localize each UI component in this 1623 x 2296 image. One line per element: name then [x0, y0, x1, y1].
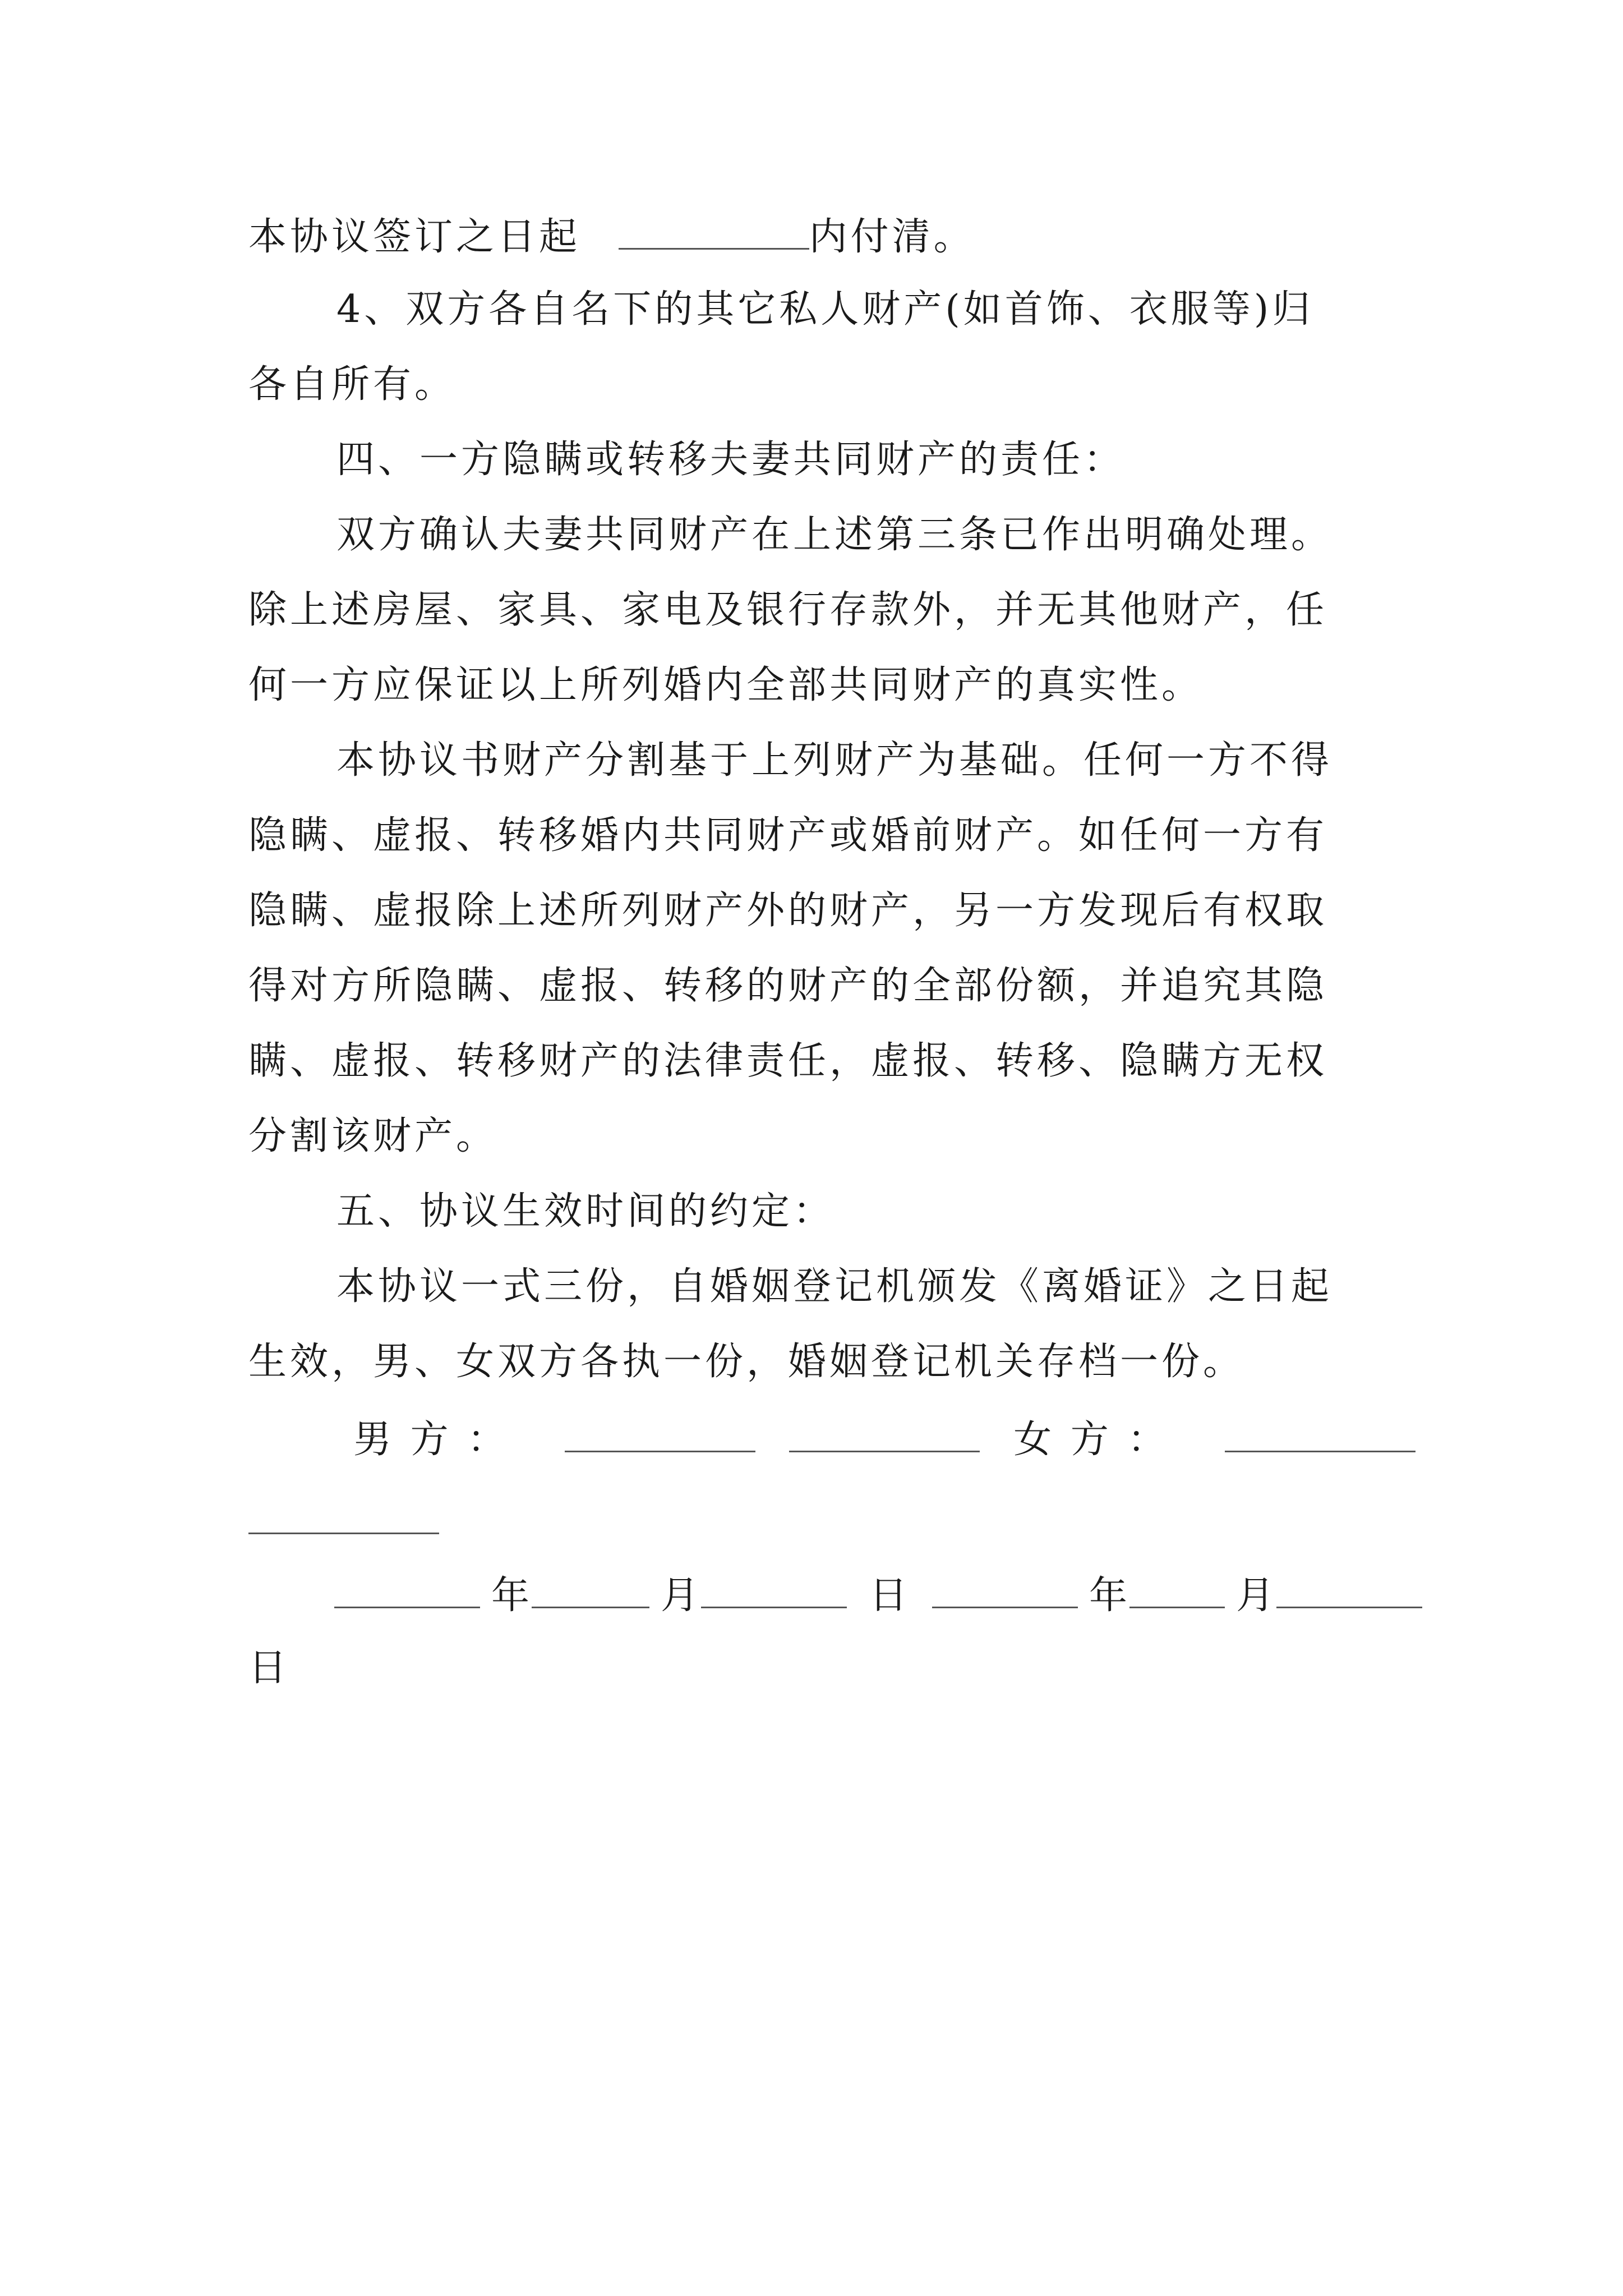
female-signature-blank[interactable]: [1225, 1415, 1415, 1452]
section5-heading: 五、协议生效时间的约定：: [336, 1189, 835, 1234]
s4-p1-line2: 除上述房屋、家具、家电及银行存款外，并无其他财产，任: [248, 588, 1328, 632]
male-month-label: 月: [661, 1573, 702, 1618]
female-month-label: 月: [1236, 1573, 1277, 1618]
male-day-blank[interactable]: [701, 1571, 847, 1608]
male-year-label: 年: [491, 1573, 532, 1618]
final-day-label: 日: [248, 1646, 291, 1690]
s4-p2-line6: 分割该财产。: [248, 1114, 498, 1158]
male-day-label: 日: [869, 1573, 910, 1618]
s4-p2-line1: 本协议书财产分割基于上列财产为基础。任何一方不得: [336, 738, 1333, 783]
section4-heading: 四、一方隐瞒或转移夫妻共同财产的责任：: [336, 438, 1126, 482]
female-month-blank[interactable]: [1129, 1571, 1225, 1608]
male-signature-blank-2[interactable]: [789, 1415, 980, 1452]
s5-line1: 本协议一式三份，自婚姻登记机颁发《离婚证》之日起: [336, 1264, 1333, 1309]
female-label: 女 方 ：: [1013, 1418, 1169, 1462]
para4-line2: 各自所有。: [248, 362, 457, 407]
female-year-label: 年: [1089, 1573, 1130, 1618]
payment-clause-text: 本协议签订之日起: [248, 215, 596, 259]
signature-line: [353, 1415, 1415, 1462]
date-line: [334, 1571, 1422, 1618]
s4-p1-line3: 何一方应保证以上所列婚内全部共同财产的真实性。: [248, 663, 1204, 707]
payment-clause-line: [248, 212, 975, 260]
payment-deadline-blank[interactable]: [619, 212, 809, 250]
s4-p1-line1: 双方确认夫妻共同财产在上述第三条已作出明确处理。: [336, 513, 1333, 557]
s4-p2-line4: 得对方所隐瞒、虚报、转移的财产的全部份额，并追究其隐: [248, 964, 1328, 1008]
male-signature-blank[interactable]: [565, 1415, 755, 1452]
s4-p2-line2: 隐瞒、虚报、转移婚内共同财产或婚前财产。如任何一方有: [248, 813, 1328, 858]
male-month-blank[interactable]: [532, 1571, 649, 1608]
male-label: 男 方 ：: [353, 1418, 509, 1462]
s4-p2-line3: 隐瞒、虚报除上述所列财产外的财产，另一方发现后有权取: [248, 889, 1328, 933]
s4-p2-line5: 瞒、虚报、转移财产的法律责任，虚报、转移、隐瞒方无权: [248, 1039, 1328, 1083]
payment-clause-tail: 内付清。: [809, 215, 975, 259]
para4-line1: 4、双方各自名下的其它私人财产(如首饰、衣服等)归: [336, 287, 1314, 332]
female-signature-continuation: [248, 1497, 439, 1544]
female-signature-blank-2[interactable]: [248, 1497, 439, 1534]
female-day-blank[interactable]: [1276, 1571, 1422, 1608]
male-year-blank[interactable]: [334, 1571, 480, 1608]
s5-line2: 生效，男、女双方各执一份，婚姻登记机关存档一份。: [248, 1340, 1245, 1384]
female-year-blank[interactable]: [932, 1571, 1078, 1608]
